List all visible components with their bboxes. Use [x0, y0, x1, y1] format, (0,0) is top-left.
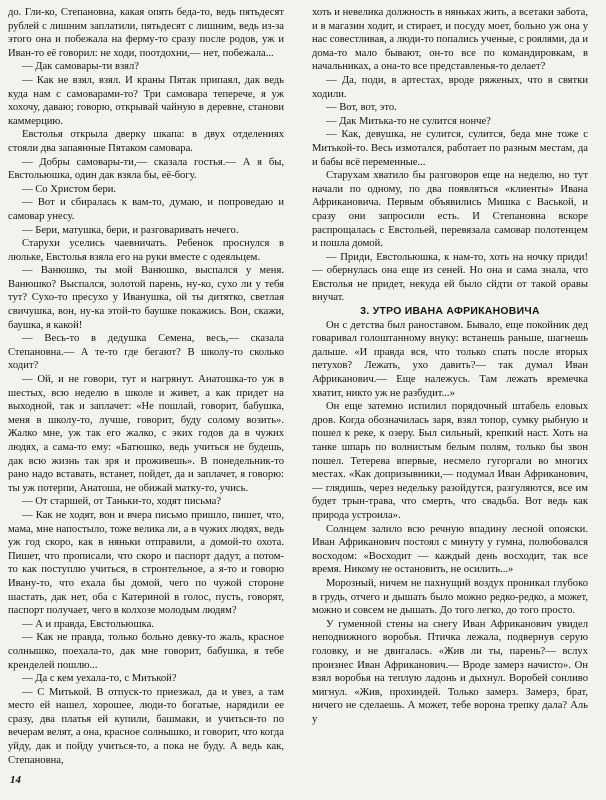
paragraph: — Как не правда, только больно девку-то жаль, красное солнышко, поехала-то, дак мне говорит, бабушка, я тебе кренделей пошлю... [8, 632, 284, 671]
paragraph: — Весь-то в дедушка Семена, весь,— сказала Степановна.— А те-то где бегают? В школу-то сколько ходит? [8, 333, 284, 372]
paragraph: хоть и невелика должность в няньках жить, а всетаки забота, и в магазин ходит, и стирает, и посуду моет, больно уж она у нас совестливая, а люди-то попались ученые, с роялями, да и дома-то мало бывают, он-то все по командировкам, в начальниках, а она-то все представленья-то делает? [312, 7, 588, 73]
paragraph: — Вот и сбиралась к вам-то, думаю, и попроведаю и самовар унесу. [8, 197, 284, 222]
paragraph: — Как не ходят, вон и вчера письмо пришло, пишет, что, мама, мне напостыло, тоже велика ли, а в чужих людях, ведь уж год скоро, как в няньки отправили, а домой-то охота. Пишет, что прописали, что скоро и паспорт дадут, а потом-то как поступлю учиться, в стронтельное, а я-то и говорю Ивану-то, что ехала бы домой, чего по чужой стороне шастать, дак нет, оба с Катериной в голос, пусть, говорят, паспорт получает, чего в колхозе молодым людям? [8, 509, 284, 617]
paragraph: — Ванюшко, ты мой Ванюшко, выспался у меня. Ванюшко? Выспался, золотой парень, ну-ко, сухо ли у тебя тут? Сухо-то пресухо у Иванушка, ой ты дитятко, светлая свичушка, вон, ну-ка этой-то баушке покажись. Вон, скажи, баушка, я какой! [8, 265, 284, 331]
paragraph: Солнцем залило всю речную впадину лесной опояски. Иван Африканович постоял с минуту у гумна, полюбовался восходом: «Восходит — каждый день восходит, так все время. Никому не остановить, не осилить...» [312, 523, 588, 576]
paragraph: — Вот, вот, это. [326, 102, 397, 114]
paragraph: — Да, поди, в артестах, вроде ряженых, что в святки ходили. [312, 74, 588, 100]
paragraph: — Как не взял, взял. И краны Пятак припаял, дак ведь куда нам с самоварами-то? Три самовара теперече, я уж хохочу, даваю; говорю, открывай чайную в деревне, станови каммерцию. [8, 74, 284, 127]
paragraph: — Бери, матушка, бери, и разговаривать нечего. [22, 224, 239, 236]
paragraph: — Да с кем уехала-то, с Митькой? [22, 673, 177, 685]
section-heading: 3. УТРО ИВАНА АФРИКАНОВИЧА [360, 306, 540, 318]
left-column [8, 6, 284, 766]
paragraph: — Как, девушка, не сулится, сулится, беда мне тоже с Митькой-то. Весь измотался, работает по разным местам, да и бабы всё переменные... [312, 129, 588, 168]
paragraph: Он с детства был раноставом. Бывало, еще покойник дед говаривал голоштанному внуку: встанешь раньше, шагнешь дальше. «И правда вся, что только спать после вторых петухов? Лежать, ухо давить?— так думал Иван Африканович.— Еще належусь. Там лежать времечка хватит, никто уж не разбудит...» [312, 319, 588, 399]
paragraph: Старухи уселись чаевничать. Ребенок проснулся в люльке, Евстолья взяла его на руки вместе с одеяльцем. [8, 238, 284, 263]
paragraph: — Добры самовары-ти,— сказала гостья.— А я бы, Евстольюшка, один дак взяла бы, её-богу. [8, 156, 284, 182]
page-number: 14 [10, 774, 21, 786]
paragraph: до. Гли-ко, Степановна, какая опять беда-то, ведь пятьдесят рублей с лишним заплатили, пятьдесят с лишним, ведь из-за этого она и побежала на ферму-то сразу после родов, уж и Иван-то её говорил: не ходи, поотдохни,— нет, побежала... [8, 7, 284, 59]
paragraph: — От старшей, от Таньки-то, ходят письма? [22, 496, 222, 508]
paragraph: — Дак самовары-ти взял? [22, 61, 140, 73]
paragraph: У гуменной стены на снегу Иван Африканович увидел неподвижного воробья. Птичка лежала, подвернув серую головку, и не двигалась. «Жив ли ты, парень?— вслух произнес Иван Африканович.— Вроде замерз начисто». Он взял воробья на теплую ладонь и дыхнул. Воробей сонливо мигнул. «Жив, прохиндей. Только замерз. Замерз, брат, ничего не сделаешь. А может, тебе ворона трепку дала? Аль у [312, 618, 588, 725]
paragraph: — Дак Митька-то не сулится нонче? [326, 115, 491, 127]
paragraph: — А и правда, Евстольюшка. [22, 618, 154, 630]
paragraph: — Ой, и не говори, тут и нагрянут. Анатошка-то уж в шестых, всю неделю в школе и живет, а как придет на выходной, так и заплачет: «Не пошлай, говорит, бабушка, меня в школу-то, лучше, говорит, буду солому возить». Жалко мне, уж так его жалко, с эких годов да в чужих людях, а сама-то ему: «Батюшко, ведь учиться не будешь, дак всю жизнь так зря и проживешь». В понедельник-то рано надо вставать, встанет, пойдет, да и заплачет, я говорю: ты уж потерпи, Анатоша, не обижай матку-то, учись. [8, 374, 284, 494]
paragraph: — Приди, Евстольюшка, к нам-то, хоть на ночку приди!— обернулась она еще из сеней. Но она и сама знала, что Евстолья не придет, некуда ей было сйдти от такой оравы внучат. [312, 251, 588, 304]
paragraph: Евстолья открыла дверку шкапа: в двух отделениях стояли два запаянные Пятаком самовара. [8, 129, 284, 154]
paragraph: — Со Христом бери. [22, 183, 117, 195]
paragraph: Морозный, ничем не пахнущий воздух проникал глубоко в грудь, отчего и дышать было можно редко-редко, а может, можно и совсем не дышать. До того легко, до того просто. [312, 577, 588, 617]
right-column [312, 6, 588, 796]
paragraph: Он еще затемно испилил порядочный штабель еловых дров. Когда обозначилась заря, взял топор, сумку рыбную и пошел к реке, к озеру. Был сильный, крепкий наст. Хоть на танке шпарь по волнистым белым полям, только бы звон пошел. Тетерева впервые, несмело гугоргали во многих местах. «Как допризывники,— подумал Иван Африканович,— глядишь, через недельку разойдутся, разгуляются, все им будет трын-трава, что смерть, что свадьба. Вот ведь как природа устроила». [312, 401, 588, 521]
paragraph: — С Митькой. В отпуск-то приезжал, да и увез, а там место ей нашел, хорошее, люди-то богатые, нарядили ее сразу, два платья ей купили, башмаки, и учиться-то по вечерам велят, а она, красное солнышко, и говорит, что когда уйду, дак и пойду учиться-то, а пока не буду. А ведь как, Степановна, [8, 686, 284, 766]
paragraph: Старухам хватило бы разговоров еще на неделю, но тут начали по одному, по два появляться «клиенты» Ивана Африкановича. Первым объявились Мишка с Васькой, и сразу они запросили есть. И Степановна вскоре распрощалась с Евстольей, перевязала самовар полотенцем и пошла домой. [312, 170, 588, 250]
